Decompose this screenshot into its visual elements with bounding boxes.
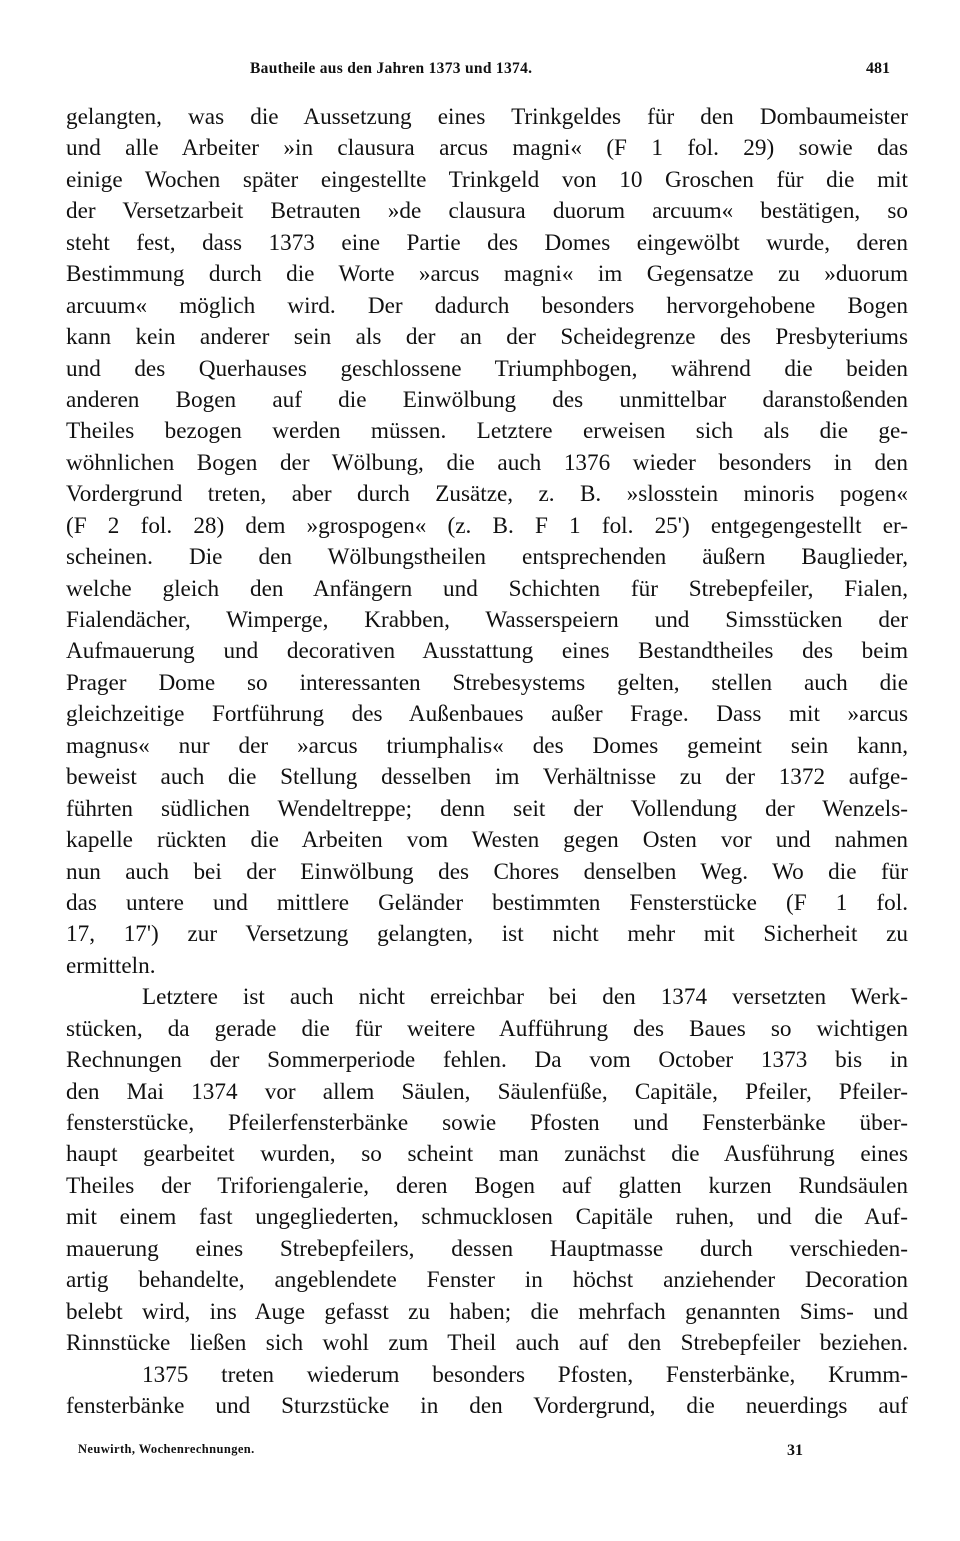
text-line: Rinnstücke ließen sich wohl zum Theil auch auf den Strebepfeiler beziehen. <box>66 1330 908 1357</box>
text-line: Theiles bezogen werden müssen. Letztere erweisen sich als die ge- <box>66 418 908 445</box>
text-line: artig behandelte, angeblendete Fenster in höchst anziehender Decoration <box>66 1267 908 1294</box>
text-line: Aufmauerung und decorativen Ausstattung eines Bestandtheiles des beim <box>66 638 908 665</box>
text-line: kapelle rückten die Arbeiten vom Westen gegen Osten vor und nahmen <box>66 827 908 854</box>
text-line: haupt gearbeitet wurden, so scheint man zunächst die Ausführung eines <box>66 1141 908 1168</box>
text-line: (F 2 fol. 28) dem »grospogen« (z. B. F 1 fol. 25') entgegengestellt er- <box>66 512 908 539</box>
text-line: stücken, da gerade die für weitere Aufführung des Baues so wichtigen <box>66 1015 908 1042</box>
text-line: steht fest, dass 1373 eine Partie des Domes eingewölbt wurde, deren <box>66 229 908 256</box>
text-line: fensterstücke, Pfeilerfensterbänke sowie Pfosten und Fensterbänke über- <box>66 1110 908 1136</box>
text-line: 17, 17') zur Versetzung gelangten, ist nicht mehr mit Sicherheit zu <box>66 921 908 948</box>
text-line: Theiles der Triforiengalerie, deren Bogen auf glatten kurzen Rundsäulen <box>66 1172 908 1199</box>
text-line: Fialendächer, Wimperge, Krabben, Wasserspeiern und Simsstücken der <box>66 607 908 633</box>
text-line: arcuum« möglich wird. Der dadurch besonders hervorgehobene Bogen <box>66 292 908 319</box>
text-line: nun auch bei der Einwölbung des Chores denselben Weg. Wo die für <box>66 858 908 885</box>
text-line: gleichzeitige Fortführung des Außenbaues außer Frage. Dass mit »arcus <box>66 701 908 728</box>
text-line: Vordergrund treten, aber durch Zusätze, z. B. »slosstein minoris pogen« <box>66 481 908 508</box>
text-line: scheinen. Die den Wölbungstheilen entsprechenden äußern Bauglieder, <box>66 544 908 571</box>
text-line: magnus« nur der »arcus triumphalis« des Domes gemeint sein kann, <box>66 732 908 759</box>
text-line: der Versetzarbeit Betrauten »de clausura duorum arcuum« bestätigen, so <box>66 198 908 225</box>
text-line: welche gleich den Anfängern und Schichten für Strebepfeiler, Fialen, <box>66 575 908 602</box>
text-line: anderen Bogen auf die Einwölbung des unmittelbar daranstoßenden <box>66 386 908 413</box>
text-line: fensterbänke und Sturzstücke in den Vordergrund, die neuerdings auf <box>66 1392 908 1419</box>
footer-signature: Neuwirth, Wochenrechnungen. <box>78 1442 255 1456</box>
text-line: 1375 treten wiederum besonders Pfosten, Fensterbänke, Krumm- <box>142 1361 908 1388</box>
text-line: Letztere ist auch nicht erreichbar bei den 1374 versetzten Werk- <box>142 984 908 1011</box>
text-line: und des Querhauses geschlossene Triumphbogen, während die beiden <box>66 355 908 382</box>
footer-sheet-number: 31 <box>787 1442 803 1459</box>
page-number: 481 <box>866 60 890 77</box>
text-line: ermitteln. <box>66 952 156 979</box>
text-line: gelangten, was die Aussetzung eines Trinkgeldes für den Dombaumeister <box>66 104 908 130</box>
text-line: beweist auch die Stellung desselben im Verhältnisse zu der 1372 aufge- <box>66 764 908 791</box>
text-line: den Mai 1374 vor allem Säulen, Säulenfüße, Capitäle, Pfeiler, Pfeiler- <box>66 1078 908 1105</box>
text-line: mauerung eines Strebepfeilers, dessen Hauptmasse durch verschieden- <box>66 1235 908 1262</box>
text-line: das untere und mittlere Geländer bestimmten Fensterstücke (F 1 fol. <box>66 889 908 916</box>
text-line: führten südlichen Wendeltreppe; denn seit der Vollendung der Wenzels- <box>66 795 908 822</box>
text-line: Rechnungen der Sommerperiode fehlen. Da vom October 1373 bis in <box>66 1047 908 1074</box>
text-line: wöhnlichen Bogen der Wölbung, die auch 1376 wieder besonders in den <box>66 449 908 476</box>
text-line: belebt wird, ins Auge gefasst zu haben; die mehrfach genannten Sims- und <box>66 1298 908 1325</box>
text-line: mit einem fast ungegliederten, schmucklosen Capitäle ruhen, und die Auf- <box>66 1204 908 1231</box>
text-line: Prager Dome so interessanten Strebesystems gelten, stellen auch die <box>66 669 908 696</box>
text-line: Bestimmung durch die Worte »arcus magni« im Gegensatze zu »duorum <box>66 261 908 288</box>
text-line: einige Wochen später eingestellte Trinkgeld von 10 Groschen für die mit <box>66 166 908 193</box>
running-head: Bautheile aus den Jahren 1373 und 1374. <box>250 60 533 77</box>
text-line: und alle Arbeiter »in clausura arcus magni« (F 1 fol. 29) sowie das <box>66 135 908 162</box>
body-text <box>66 102 908 1422</box>
text-line: kann kein anderer sein als der an der Scheidegrenze des Presbyteriums <box>66 324 908 351</box>
